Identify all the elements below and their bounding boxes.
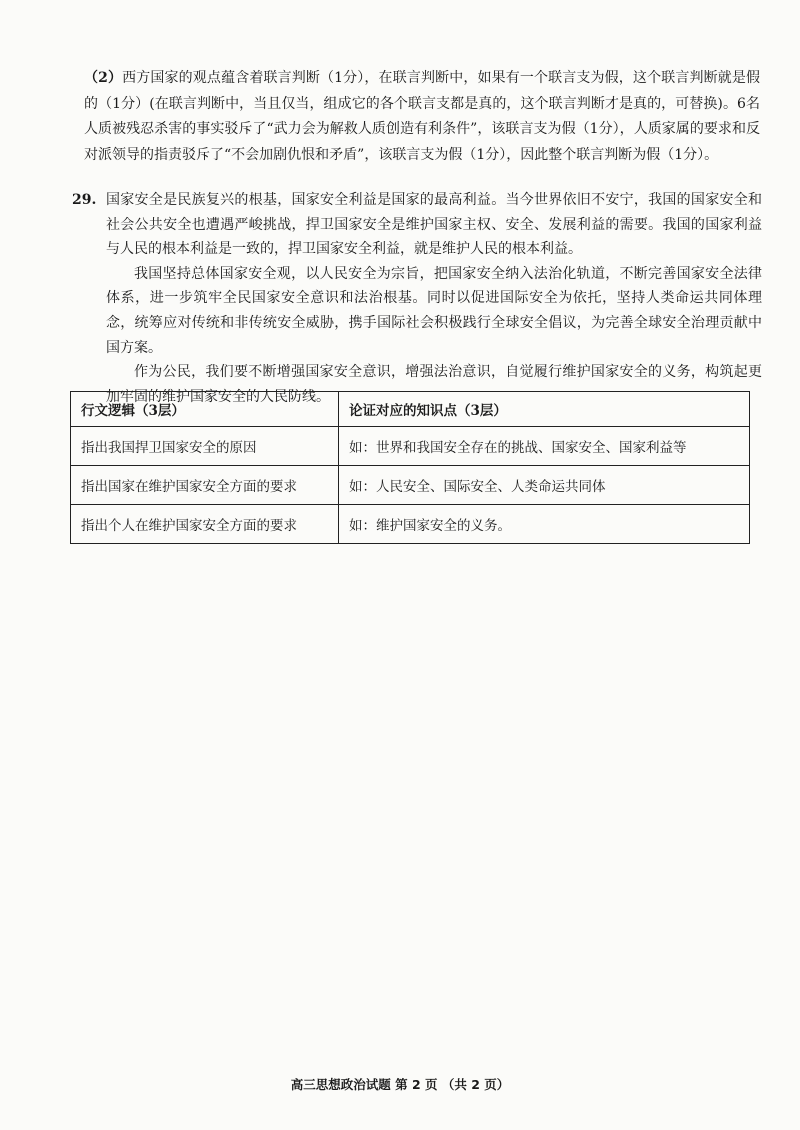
- table-header-logic: 行文逻辑（3层）: [71, 392, 339, 427]
- question-29-number: 29.: [72, 192, 97, 208]
- question-2-text: 西方国家的观点蕴含着联言判断（1分），在联言判断中，如果有一个联言支为假，这个联言判断就是假的（1分）(在联言判断中，当且仅当，组成它的各个联言支都是真的，这个联言判断才是真的，可替换)。6名人质被残忍杀害的事实驳斥了“武力会为解救人质创造有利条件”，该联言支为假（1分），人质家属的要求和反对派领导的指责驳斥了“不会加剧仇恨和矛盾”，该联言支为假（1分），因此整个联言判断为假（1分）。: [84, 70, 760, 163]
- question-29-paragraph-1: 国家安全是民族复兴的根基，国家安全利益是国家的最高利益。当今世界依旧不安宁，我国的国家安全和社会公共安全也遭遇严峻挑战，捍卫国家安全是维护国家主权、安全、发展利益的需要。我国的国家利益与人民的根本利益是一致的，捍卫国家安全利益，就是维护人民的根本利益。: [106, 192, 762, 258]
- question-2-answer: [84, 66, 760, 168]
- table-row: [71, 466, 750, 505]
- table-cell-knowledge: 如：人民安全、国际安全、人类命运共同体: [339, 466, 750, 505]
- table-cell-knowledge: 如：维护国家安全的义务。: [339, 505, 750, 544]
- question-2-label: （2）: [84, 70, 123, 86]
- page-footer: 高三思想政治试题 第 2 页 （共 2 页）: [290, 1077, 510, 1092]
- table-header-row: [71, 392, 750, 427]
- table-cell-logic: 指出个人在维护国家安全方面的要求: [71, 505, 339, 544]
- question-29-body: [106, 188, 762, 409]
- table-cell-logic: 指出我国捍卫国家安全的原因: [71, 427, 339, 466]
- answer-structure-table: [70, 391, 750, 544]
- question-29-paragraph-3: 作为公民，我们要不断增强国家安全意识，增强法治意识，自觉履行维护国家安全的义务，构筑起更加牢固的维护国家安全的人民防线。: [106, 364, 762, 405]
- table-row: [71, 505, 750, 544]
- table-cell-logic: 指出国家在维护国家安全方面的要求: [71, 466, 339, 505]
- table-row: [71, 427, 750, 466]
- table-header-knowledge: 论证对应的知识点（3层）: [339, 392, 750, 427]
- question-29-answer: [72, 188, 762, 409]
- question-29-paragraph-2: 我国坚持总体国家安全观，以人民安全为宗旨，把国家安全纳入法治化轨道，不断完善国家安全法律体系，进一步筑牢全民国家安全意识和法治根基。同时以促进国际安全为依托，坚持人类命运共同体理念，统筹应对传统和非传统安全威胁，携手国际社会积极践行全球安全倡议，为完善全球安全治理贡献中国方案。: [106, 265, 762, 356]
- table-cell-knowledge: 如：世界和我国安全存在的挑战、国家安全、国家利益等: [339, 427, 750, 466]
